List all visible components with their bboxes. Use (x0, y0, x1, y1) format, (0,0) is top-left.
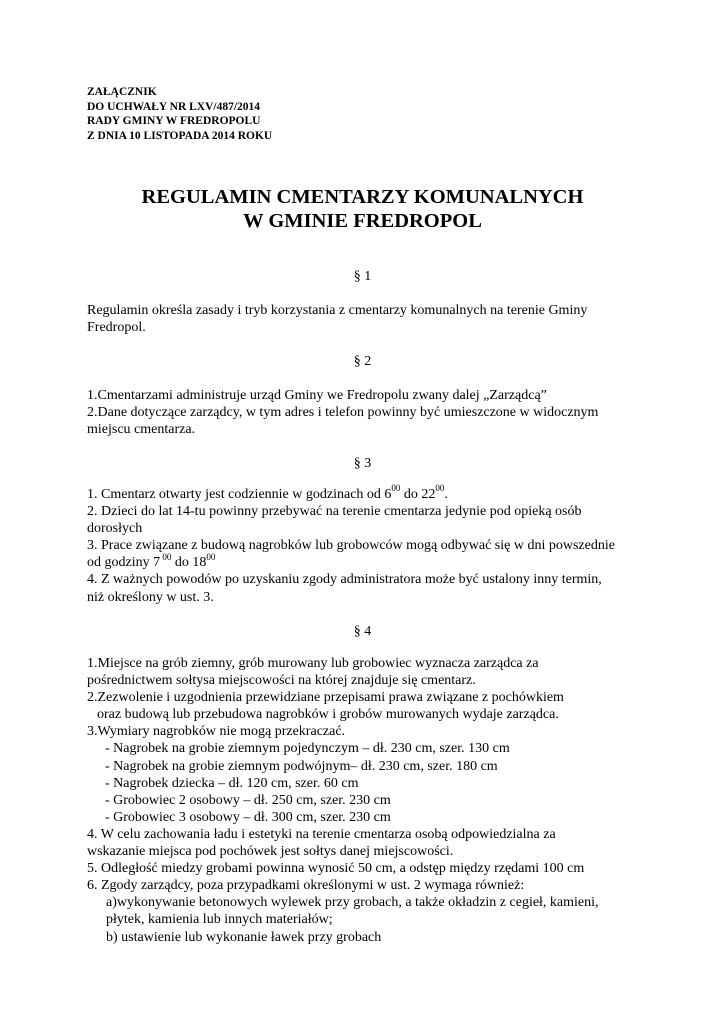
paragraph-line: Regulamin określa zasady i tryb korzystania z cmentarzy komunalnych na terenie Gminy (87, 303, 588, 318)
section-1-body (87, 302, 647, 336)
paragraph-line: oraz budową lub przebudowa nagrobków i grobów murowanych wydaje zarządca. (97, 707, 559, 723)
dimension-item: - Grobowiec 3 osobowy – dł. 300 cm, szer. 230 cm (105, 809, 391, 825)
header-line: DO UCHWAŁY NR LXV/487/2014 (87, 100, 261, 113)
opening-hours-line (87, 483, 647, 503)
text-run: od godziny 7 (87, 555, 161, 571)
superscript: 00 (160, 551, 172, 562)
paragraph-line: pośrednictwem sołtysa miejscowości na której znajduje się cmentarz. (87, 673, 476, 689)
paragraph-line: 1.Miejsce na grób ziemny, grób murowany lub grobowiec wyznacza zarządca za (87, 656, 539, 671)
paragraph-line: 2.Zezwolenie i uzgodnienia przewidziane przepisami prawa związane z pochówkiem (87, 690, 564, 706)
text-run: . (444, 487, 448, 502)
section-heading-4: § 4 (353, 624, 372, 639)
paragraph-line: niż określony w ust. 3. (87, 589, 214, 605)
title-line: REGULAMIN CMENTARZY KOMUNALNYCH (141, 186, 584, 208)
section-heading-1: § 1 (353, 269, 372, 284)
section-heading-2: § 2 (353, 354, 372, 369)
section-4-body (87, 655, 647, 946)
consent-item: b) ustawienie lub wykonanie ławek przy grobach (106, 929, 382, 945)
paragraph-line: 6. Zgody zarządcy, poza przypadkami określonymi w ust. 2 wymaga również: (87, 878, 525, 894)
paragraph-line: 3. Prace związane z budową nagrobków lub grobowców mogą odbywać się w dni powszednie (87, 538, 615, 554)
dimension-item: - Nagrobek na grobie ziemnym podwójnym– dł. 230 cm, szer. 180 cm (105, 758, 498, 774)
paragraph-line: 5. Odległość miedzy grobami powinna wynosić 50 cm, a odstęp między rzędami 100 cm (87, 861, 585, 877)
text-run: do 22 (400, 487, 436, 502)
consent-item: a)wykonywanie betonowych wylewek przy grobach, a także okładzin z cegieł, kamieni, (106, 895, 599, 911)
section-3-body (87, 483, 647, 606)
header-line: RADY GMINY W FREDROPOLU (87, 115, 261, 128)
document-title (0, 185, 725, 233)
paragraph-line: 2. Dzieci do lat 14-tu powinny przebywać na terenie cmentarza jedynie pod opieką osób (87, 504, 582, 520)
dimension-item: - Nagrobek na grobie ziemnym pojedynczym – dł. 230 cm, szer. 130 cm (105, 741, 510, 757)
attachment-header (87, 85, 272, 143)
header-line: Z DNIA 10 LISTOPADA 2014 ROKU (87, 129, 273, 142)
superscript: 00 (391, 483, 401, 494)
paragraph-line: 2.Dane dotyczące zarządcy, w tym adres i telefon powinny być umieszczone w widocznym (87, 405, 599, 421)
paragraph-line: miejscu cmentarza. (87, 422, 196, 438)
text-run: 1. Cmentarz otwarty jest codziennie w godzinach od 6 (87, 487, 392, 502)
dimension-item: - Grobowiec 2 osobowy – dł. 250 cm, szer. 230 cm (105, 792, 391, 808)
paragraph-line: wskazanie miejsca pod pochówek jest sołtys danej miejscowości. (87, 844, 454, 860)
work-hours-line (87, 551, 647, 571)
section-2-body (87, 387, 647, 438)
superscript: 00 (206, 551, 216, 562)
paragraph-line: dorosłych (87, 521, 143, 537)
title-line: W GMINIE FREDROPOL (243, 210, 482, 232)
paragraph-line: 3.Wymiary nagrobków nie mogą przekraczać. (87, 724, 346, 740)
paragraph-line: 1.Cmentarzami administruje urząd Gminy we Fredropolu zwany dalej „Zarządcą” (87, 388, 547, 403)
superscript: 00 (435, 483, 445, 494)
consent-item: płytek, kamienia lub innych materiałów; (106, 912, 333, 928)
header-line: ZAŁĄCZNIK (87, 86, 157, 98)
paragraph-line: 4. W celu zachowania ładu i estetyki na terenie cmentarza osobą odpowiedzialna za (87, 826, 556, 842)
section-heading-3: § 3 (353, 456, 372, 471)
paragraph-line: Fredropol. (87, 320, 146, 336)
text-run: do 18 (171, 555, 207, 571)
paragraph-line: 4. Z ważnych powodów po uzyskaniu zgody administratora może być ustalony inny termin, (87, 572, 602, 588)
dimension-item: - Nagrobek dziecka – dł. 120 cm, szer. 60 cm (105, 775, 359, 791)
